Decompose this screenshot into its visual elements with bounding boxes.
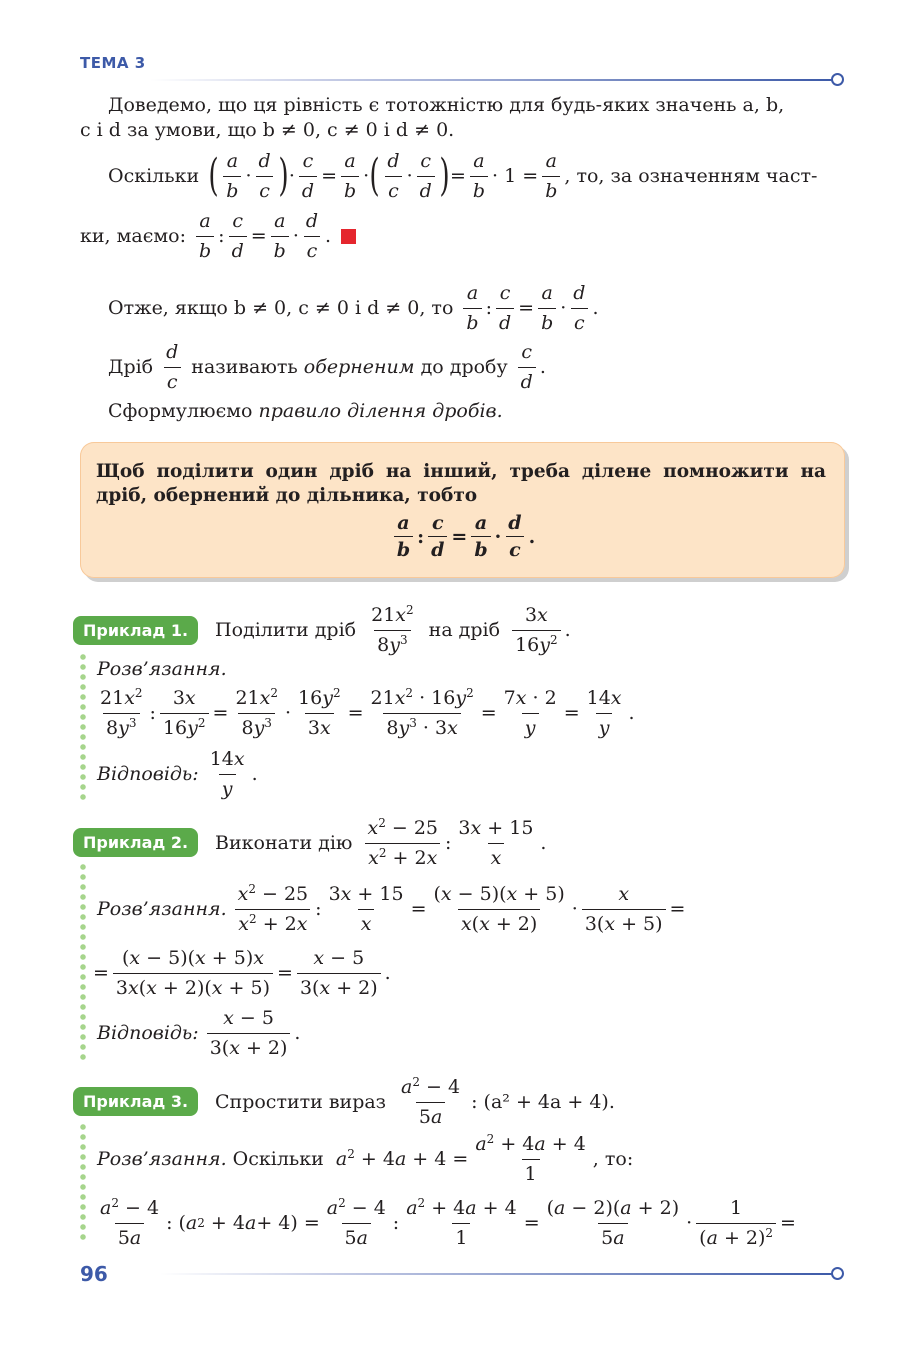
fraction: d c — [163, 340, 181, 395]
so-if-text: Отже, якщо b ≠ 0, c ≠ 0 і d ≠ 0, то — [108, 296, 454, 319]
example-2-badge: Приклад 2. — [73, 828, 198, 857]
example-1-badge: Приклад 1. — [73, 616, 198, 645]
solution-word: Розв’язання. — [97, 897, 227, 920]
then-text: , то: — [592, 1147, 634, 1170]
so-if-line: Отже, якщо b ≠ 0, c ≠ 0 і d ≠ 0, то a b : c d = a b · d c . — [108, 281, 599, 334]
have-line: ки, маємо: a b : c d = a b · d c . — [80, 210, 356, 262]
fraction: 1 $(a + 2)^2$ — [696, 1196, 776, 1251]
then-def-text: , то, за означенням част- — [564, 164, 818, 187]
intro-paragraph-cont — [80, 118, 840, 143]
fraction: c d — [229, 209, 247, 264]
example-2-task-text: Виконати дію — [215, 831, 353, 854]
fraction: a b — [471, 512, 490, 561]
example-1-solution-label — [97, 657, 227, 682]
answer-word: Відповідь: — [97, 1021, 199, 1044]
left-paren: ( — [208, 150, 219, 201]
fraction: x 3(x + 5) — [582, 882, 666, 937]
footer-rule-end-circle — [831, 1267, 844, 1280]
example-2-answer: Відповідь: x − 5 3(x + 2) . — [97, 1006, 301, 1059]
fraction: a b — [223, 149, 241, 204]
example-3-task-text: Спростити вираз — [215, 1090, 387, 1113]
fraction: c d — [417, 149, 435, 204]
theme-label: ТЕМА 3 — [80, 54, 146, 72]
example-1-answer: Відповідь: 14x y . — [97, 747, 258, 800]
fraction: $x^2 - 25$ $x^2 + 2x$ — [235, 882, 312, 937]
fraction: d c — [384, 149, 402, 204]
fraction: a b — [538, 281, 556, 336]
right-paren: ) — [439, 150, 450, 201]
example-1-solution: $21x^2$ $8y^3$ : 3x $16y^2$ = $21x^2$ $8y^3$ · $16y^2$ 3x = $21x^2 \cdot 16y^2$ $8y^3 \cdot 3x$ = 7x · 2 y = 14x y . — [93, 684, 635, 742]
example-3-solution — [97, 1133, 633, 1185]
frac-word: Дріб — [108, 355, 154, 378]
example-1-task-text: Поділити дріб — [215, 618, 357, 641]
intro-paragraph — [108, 93, 848, 118]
fraction: $a^2 - 4$ 5a — [100, 1195, 160, 1249]
fraction: $21x^2$ $8y^3$ — [235, 685, 278, 739]
fraction: (a − 2)(a + 2) 5a — [546, 1196, 680, 1249]
fraction: (x − 5)(x + 5) x(x + 2) — [433, 882, 565, 935]
since-text: Оскільки — [108, 164, 200, 187]
fraction: 3x $16y^2$ — [160, 686, 209, 741]
inverse-line: Дріб d c називають оберненим до дробу c d . — [108, 340, 546, 393]
fraction: c d — [518, 340, 536, 395]
example-3-task — [215, 1074, 615, 1130]
fraction: $21x^2$ $8y^3$ — [371, 602, 414, 656]
fraction: c d — [428, 512, 447, 561]
fraction: $21x^2$ $8y^3$ — [100, 685, 143, 739]
fraction: 3x $16y^2$ — [512, 603, 561, 658]
example-1-dots — [80, 652, 86, 802]
fraction: (x − 5)(x + 5)x 3x(x + 2)(x + 5) — [113, 946, 273, 1001]
solution-tail: Оскільки — [232, 1147, 324, 1170]
fraction: 14x y — [586, 686, 622, 739]
rule-text: Щоб поділити один дріб на інший, треба ділене помножити на дріб, обернений до дільника, тобто — [96, 461, 826, 506]
intro-line-1: Доведемо, що ця рівність є тотожністю для будь-яких значень a, b, — [108, 94, 785, 116]
right-paren: ) — [278, 150, 289, 201]
expr: $a^2 + 4a + 4$ = — [335, 1146, 469, 1170]
example-3-dots — [80, 1122, 86, 1242]
example-3-derivation: $a^2 - 4$ 5a : ( a 2 + 4 a + 4) = $a^2 - 4$ 5a : $a^2 + 4a + 4$ 1 = (a − 2)(a + 2) 5a · 1 $(a + 2)^2$ = — [93, 1194, 796, 1252]
example-2-task: Виконати дію $x^2 - 25$ $x^2 + 2x$ : 3x + 15 x . — [215, 815, 547, 869]
fraction: a b — [463, 281, 481, 336]
fraction: 7x · 2 y — [503, 686, 557, 739]
fraction: 3x + 15 x — [328, 882, 404, 935]
fraction: d c — [505, 512, 524, 561]
fraction: 14x y — [209, 747, 245, 800]
fraction: a b — [542, 149, 560, 204]
header-rule-end-circle — [831, 73, 844, 86]
to-frac-text: до дробу — [420, 355, 508, 378]
fraction: 3x + 15 x — [458, 816, 534, 869]
example-2-dots — [80, 862, 86, 1060]
example-2-solution-cont: = (x − 5)(x + 5)x 3x(x + 2)(x + 5) = x − 5 3(x + 2) . — [93, 946, 391, 999]
have-text: ки, маємо: — [80, 224, 186, 247]
fraction: x − 5 3(x + 2) — [207, 1006, 291, 1061]
formulate-text: Сформулюємо — [108, 400, 253, 422]
fraction: $a^2 - 4$ 5a — [401, 1074, 461, 1128]
left-paren: ( — [369, 150, 380, 201]
fraction: c d — [299, 149, 317, 204]
since-line: Оскільки ( a b · d c ) · c d = a b · ( d c · c d ) = a b · 1 = a b , то, за означенням част- — [108, 149, 818, 202]
fraction: a b — [341, 149, 359, 204]
formulate-line — [108, 399, 503, 424]
example-1-task-mid: на дріб — [428, 618, 501, 641]
inverse-word: оберненим — [303, 355, 415, 378]
page-number: 96 — [80, 1262, 108, 1286]
called-text: називають — [191, 355, 298, 378]
fraction: $16y^2$ 3x — [298, 685, 341, 739]
fraction: $x^2 - 25$ $x^2 + 2x$ — [364, 816, 441, 871]
fraction: d c — [570, 281, 588, 336]
intro-line-2: c і d за умови, що b ≠ 0, c ≠ 0 і d ≠ 0. — [80, 119, 455, 141]
solution-word: Розв’язання. — [97, 1147, 227, 1170]
example-3-badge: Приклад 3. — [73, 1087, 198, 1116]
footer-rule — [160, 1273, 832, 1275]
header-rule — [150, 79, 832, 81]
answer-word: Відповідь: — [97, 762, 199, 785]
fraction: $\frac{a^2 + 4a + 4}{1}$ — [475, 1131, 586, 1185]
end-of-proof-square — [341, 229, 356, 244]
fraction: a b — [470, 149, 488, 204]
fraction: $a^2 - 4$ 5a — [326, 1195, 386, 1249]
fraction: $21x^2 \cdot 16y^2$ $8y^3 \cdot 3x$ — [370, 685, 474, 739]
fraction: $a^2 + 4a + 4$ 1 — [406, 1195, 517, 1249]
solution-word: Розв’язання. — [97, 658, 227, 680]
example-1-task: Поділити дріб $21x^2$ $8y^3$ на дріб 3x $16y^2$ . — [215, 602, 571, 656]
example-3-task-tail: : (a² + 4a + 4). — [471, 1090, 615, 1113]
fraction: d c — [303, 209, 321, 264]
fraction: d c — [256, 149, 274, 204]
fraction: a b — [394, 512, 413, 561]
fraction: x − 5 3(x + 2) — [297, 946, 381, 1001]
fraction: a b — [196, 209, 214, 264]
rule-formula: a b : c d = a b · d c . — [80, 512, 845, 561]
rule-name: правило ділення дробів. — [258, 400, 503, 422]
example-2-solution: Розв’язання. $x^2 - 25$ $x^2 + 2x$ : 3x + 15 x = (x − 5)(x + 5) x(x + 2) · x 3(x + 5) = — [97, 881, 686, 935]
fraction: c d — [496, 281, 514, 336]
fraction: a b — [271, 209, 289, 264]
